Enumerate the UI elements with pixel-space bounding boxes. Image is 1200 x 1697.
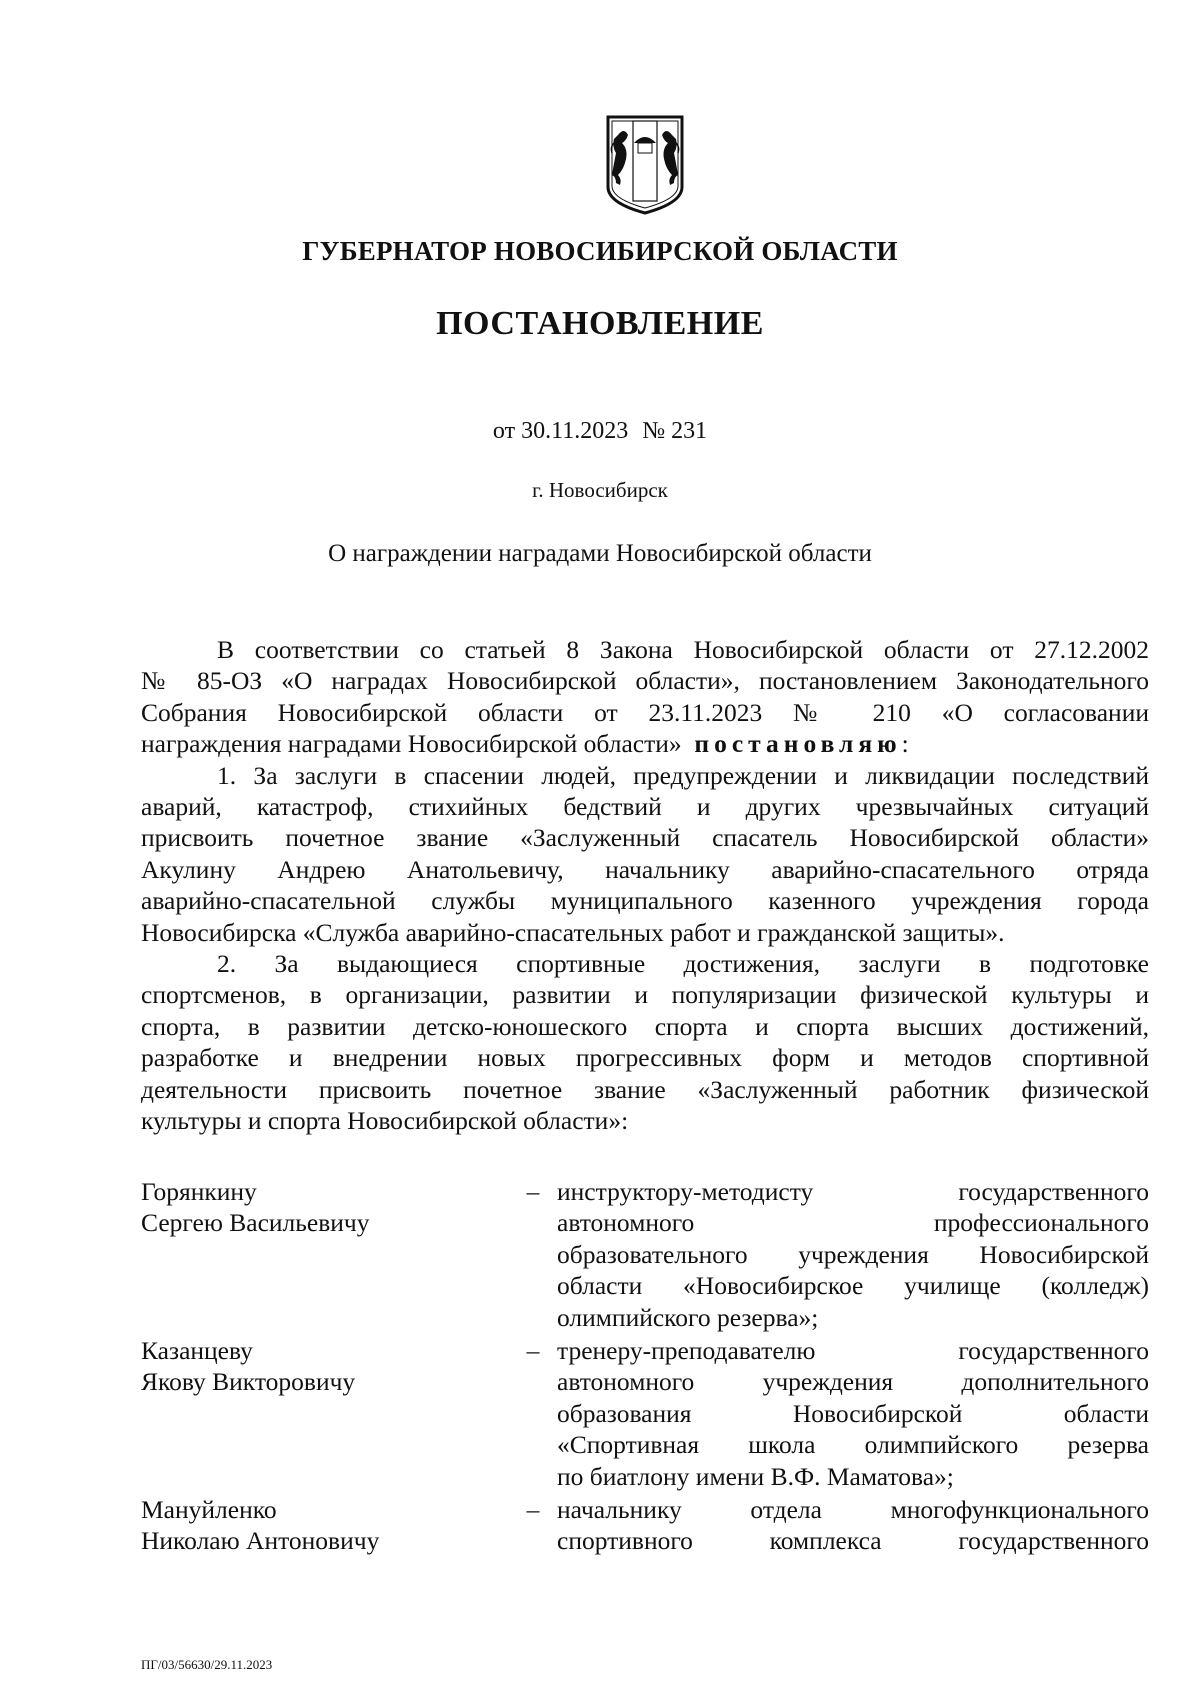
coat-of-arms-icon bbox=[604, 113, 686, 216]
awardee-surname: Казанцеву bbox=[141, 1336, 253, 1366]
awardee-desc-line: тренеру-преподавателю государственного bbox=[557, 1336, 1149, 1366]
awardee-row bbox=[141, 1176, 1149, 1333]
preamble-line-4-text: награждения наградами Новосибирской области» bbox=[141, 729, 682, 759]
document-title: О награждении наградами Новосибирской области bbox=[328, 540, 872, 567]
item2-line-5: деятельности присвоить почетное звание «Заслуженный работник физической bbox=[141, 1074, 1149, 1104]
item2-line-6: культуры и спорта Новосибирской области»: bbox=[141, 1106, 629, 1136]
awardee-desc-line: инструктору-методисту государственного bbox=[557, 1177, 1149, 1206]
item1-line-2: аварий, катастроф, стихийных бедствий и других чрезвычайных ситуаций bbox=[141, 792, 1149, 822]
awardee-list bbox=[141, 1176, 1149, 1559]
coat-of-arms-emblem bbox=[604, 113, 686, 216]
awardee-desc-line: автономного учреждения дополнительного bbox=[557, 1367, 1149, 1397]
preamble-line-3: Собрания Новосибирской области от 23.11.2023 № 210 «О согласовании bbox=[141, 697, 1149, 727]
awardee-row bbox=[141, 1335, 1149, 1492]
awardee-desc-line: образовательного учреждения Новосибирской bbox=[557, 1239, 1149, 1269]
item1-line-4: Акулину Андрею Анатольевичу, начальнику аварийно-спасательного отряда bbox=[141, 854, 1149, 884]
awardee-given-name: Николаю Антоновичу bbox=[141, 1526, 380, 1556]
awardee-name bbox=[141, 1335, 509, 1492]
awardee-desc-line: олимпийского резерва»; bbox=[557, 1302, 819, 1332]
awardee-dash: – bbox=[526, 1495, 540, 1525]
awardee-name bbox=[141, 1494, 509, 1557]
item1-line-6: Новосибирска «Служба аварийно-спасательных работ и гражданской защиты». bbox=[141, 917, 1005, 947]
decree-colon: : bbox=[901, 729, 909, 759]
awardee-given-name: Якову Викторовичу bbox=[141, 1367, 356, 1397]
document-registration-code: ПГ/03/56630/29.11.2023 bbox=[141, 1657, 273, 1672]
item2-line-3: спорта, в развитии детско-юношеского спорта и спорта высших достижений, bbox=[141, 1011, 1149, 1041]
preamble-line-4 bbox=[141, 728, 1149, 759]
date-number-line bbox=[0, 418, 1200, 445]
item2-line-4: разработке и внедрении новых прогрессивных форм и методов спортивной bbox=[141, 1043, 1149, 1073]
awardee-row bbox=[141, 1494, 1149, 1557]
decree-word: постановляю bbox=[694, 729, 902, 759]
item1-line-1: 1. За заслуги в спасении людей, предупреждении и ликвидации последствий bbox=[217, 760, 1149, 790]
document-number: № 231 bbox=[642, 418, 708, 444]
issuer-heading: ГУБЕРНАТОР НОВОСИБИРСКОЙ ОБЛАСТИ bbox=[302, 236, 898, 266]
document-body bbox=[141, 634, 1149, 1137]
document-place: г. Новосибирск bbox=[532, 478, 668, 502]
item1-line-3: присвоить почетное звание «Заслуженный спасатель Новосибирской области» bbox=[141, 823, 1149, 853]
awardee-surname: Горянкину bbox=[141, 1177, 257, 1206]
item2-line-2: спортсменов, в организации, развитии и популяризации физической культуры и bbox=[141, 980, 1149, 1010]
document-date: от 30.11.2023 bbox=[492, 418, 629, 444]
awardee-desc-line: области «Новосибирское училище (колледж) bbox=[557, 1271, 1149, 1301]
awardee-desc-line: «Спортивная школа олимпийского резерва bbox=[557, 1430, 1149, 1460]
awardee-surname: Мануйленко bbox=[141, 1495, 277, 1525]
item2-line-1: 2. За выдающиеся спортивные достижения, заслуги в подготовке bbox=[217, 949, 1149, 979]
preamble-line-2: № 85-ОЗ «О наградах Новосибирской области», постановлением Законодательного bbox=[141, 666, 1149, 696]
awardee-description bbox=[557, 1335, 1149, 1492]
item1-line-5: аварийно-спасательной службы муниципального казенного учреждения города bbox=[141, 886, 1149, 916]
awardee-desc-line: начальнику отдела многофункционального bbox=[557, 1495, 1149, 1525]
awardee-name bbox=[141, 1176, 509, 1333]
awardee-desc-line: автономного профессионального bbox=[557, 1208, 1149, 1238]
awardee-description bbox=[557, 1176, 1149, 1333]
awardee-desc-line: по биатлону имени В.Ф. Маматова»; bbox=[557, 1461, 954, 1491]
preamble-line-1: В соответствии со статьей 8 Закона Новосибирской области от 27.12.2002 bbox=[217, 635, 1149, 664]
awardee-description bbox=[557, 1494, 1149, 1557]
document-type: ПОСТАНОВЛЕНИЕ bbox=[436, 305, 764, 342]
awardee-given-name: Сергею Васильевичу bbox=[141, 1208, 370, 1238]
awardee-desc-line: спортивного комплекса государственного bbox=[557, 1526, 1149, 1556]
awardee-desc-line: образования Новосибирской области bbox=[557, 1398, 1149, 1428]
awardee-dash: – bbox=[526, 1336, 540, 1366]
awardee-dash: – bbox=[526, 1177, 540, 1206]
